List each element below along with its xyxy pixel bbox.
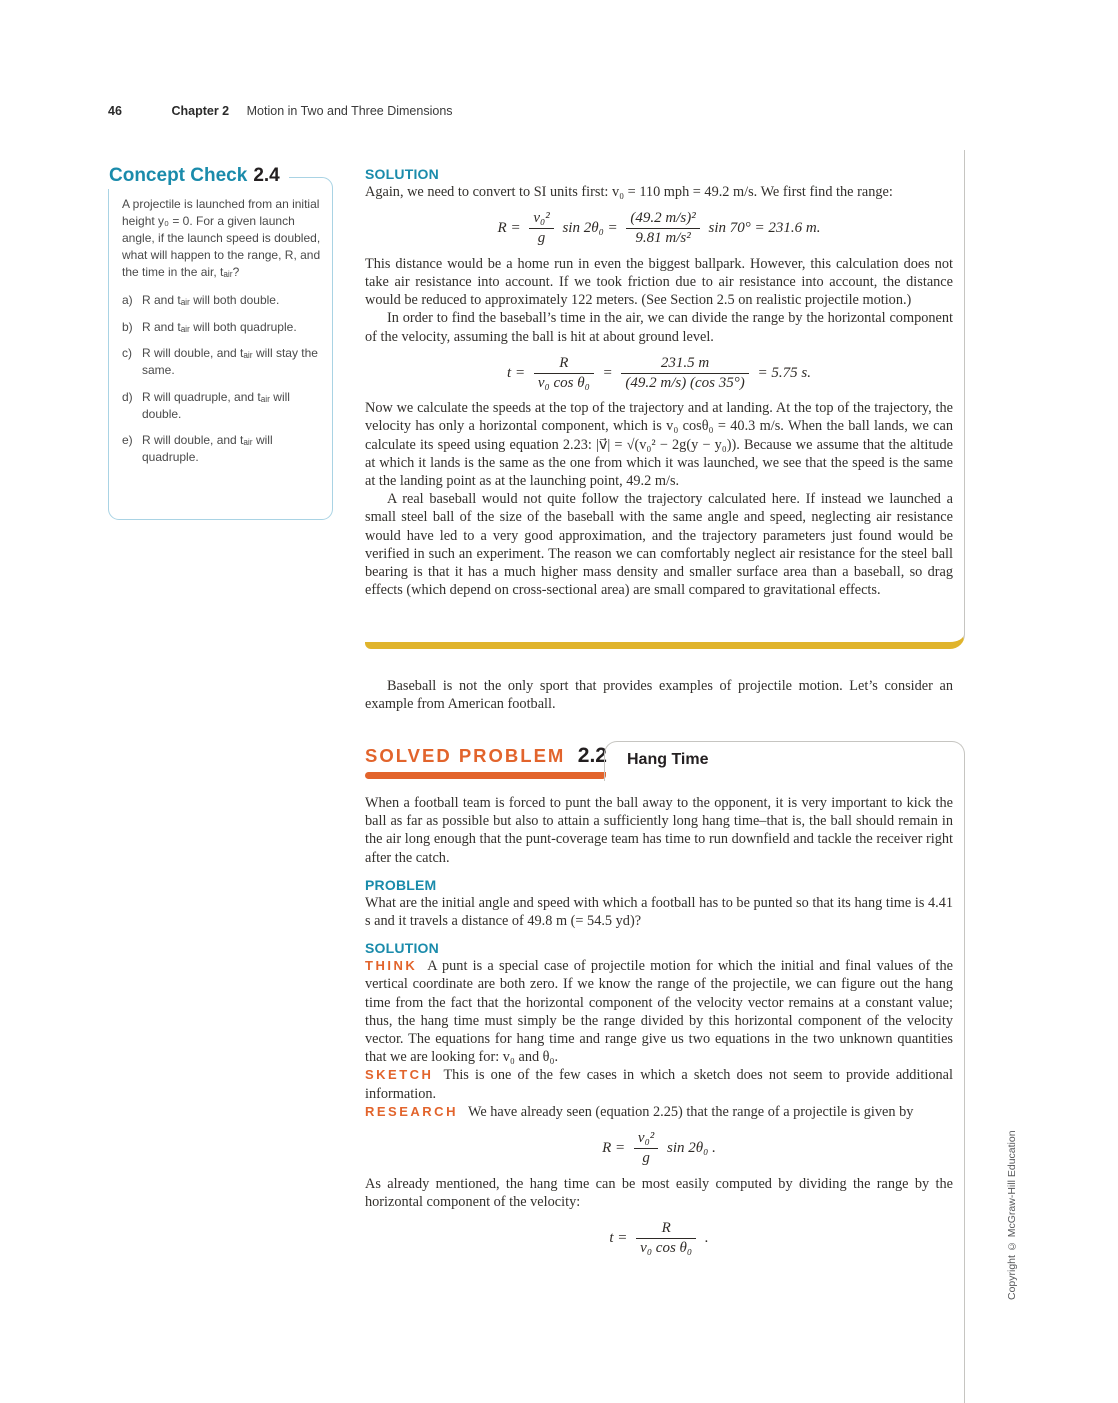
fraction xyxy=(626,210,699,248)
option-label: b) xyxy=(122,319,133,334)
option-text: R will quadruple, and tₐᵢᵣ will double. xyxy=(142,389,290,421)
paragraph-home-run: This distance would be a home run in even the biggest ballpark. However, this calculation does not take air resistance into account. If we took friction due to air resistance into account, the distance would be reduced to approximately 122 meters. (See Section 2.5 on realistic projectile motion.) xyxy=(365,255,953,309)
paragraph-research xyxy=(365,1103,953,1121)
solved-problem-content xyxy=(365,794,953,1264)
concept-check-box xyxy=(108,165,333,520)
concept-check-option-d xyxy=(122,389,321,423)
page-number: 46 xyxy=(108,104,122,118)
page-header xyxy=(108,104,453,118)
fraction-numerator: R xyxy=(636,1220,696,1239)
option-text: R will double, and tₐᵢᵣ will quadruple. xyxy=(142,433,273,464)
fraction-denominator: g xyxy=(642,1150,650,1167)
concept-check-option-c xyxy=(122,345,321,379)
fraction-numerator: (49.2 m/s)² xyxy=(626,210,699,229)
eq-lhs: R = xyxy=(497,220,521,237)
eq-lhs: R = xyxy=(602,1140,626,1157)
solution-2-1-content xyxy=(365,166,953,599)
eq-mid: sin 2θ₀ = xyxy=(562,220,618,237)
sketch-label: SKETCH xyxy=(365,1067,434,1083)
solved-problem-title: Hang Time xyxy=(627,751,709,768)
solved-problem-number: 2.2 xyxy=(577,744,607,767)
fraction xyxy=(634,1130,658,1168)
paragraph-speeds: Now we calculate the speeds at the top of the trajectory and at landing. At the top of the trajectory, the velocity has only a horizontal component, which is v₀ cosθ₀ = 40.3 m/s. When the ball lands, we can calculate its speed using equation 2.23: |v⃗| = √(v₀² − 2g(y − y₀)). Because we assume that the altitude at which it lands is the same as the one from which it was launched, we see that the speed is the same at the landing point as at the launching point, 49.2 m/s. xyxy=(365,400,953,490)
eq-tail: . xyxy=(704,1230,709,1247)
solved-problem-label: SOLVED PROBLEM xyxy=(365,745,566,766)
concept-check-number: 2.4 xyxy=(253,165,280,186)
option-text: R will double, and tₐᵢᵣ will stay the same. xyxy=(142,346,318,377)
eq-tail: sin 2θ₀ . xyxy=(667,1140,716,1157)
solved-problem-header xyxy=(365,744,607,768)
fraction-denominator: (49.2 m/s) (cos 35°) xyxy=(625,374,745,391)
paragraph-problem: What are the initial angle and speed with which a football has to be punted so that its hang time is 4.41 s and it travels a distance of 49.8 m (= 54.5 yd)? xyxy=(365,894,953,930)
eq-lhs: t = xyxy=(507,364,526,381)
eq-mid: = xyxy=(602,364,613,381)
eq-tail: = 5.75 s. xyxy=(757,364,811,381)
equation-range-general xyxy=(365,1130,953,1168)
concept-check-question: A projectile is launched from an initial height y₀ = 0. For a given launch angle, if the launch speed is doubled, what will happen to the range, R, and the time in the air, tₐᵢᵣ? xyxy=(122,197,321,279)
eq-lhs: t = xyxy=(609,1230,628,1247)
paragraph-interlude: Baseball is not the only sport that provides examples of projectile motion. Let’s consider an example from American football. xyxy=(365,678,953,713)
paragraph-time-in-air: In order to find the baseball’s time in the air, we can divide the range by the horizontal component of the velocity, assuming the ball is hit at about ground level. xyxy=(365,310,953,345)
paragraph-real-baseball: A real baseball would not quite follow the trajectory calculated here. If instead we launched a small steel ball of the size of the baseball with the same angle and speed, neglecting air resistance would have led to a very good approximation, and the trajectory parameters just found would be verified in such an experiment. The reason we can comfortably neglect air resistance for the steel ball bearing is that it has a much higher mass density and smaller surface area than a baseball, so drag effects (which depend on cross-sectional area) are small compared to gravitational effects. xyxy=(365,491,953,599)
concept-check-option-a xyxy=(122,292,321,309)
solved-problem-box-right-border xyxy=(964,779,965,1403)
option-text: R and tₐᵢᵣ will both double. xyxy=(142,293,280,307)
option-label: e) xyxy=(122,433,133,447)
fraction-numerator: v₀² xyxy=(529,210,553,229)
fraction xyxy=(621,355,748,393)
concept-check-title-text: Concept Check xyxy=(109,165,248,186)
fraction xyxy=(636,1220,696,1258)
problem-heading: PROBLEM xyxy=(365,876,437,893)
fraction xyxy=(529,210,553,248)
option-text: R and tₐᵢᵣ will both quadruple. xyxy=(142,319,297,334)
paragraph-sketch xyxy=(365,1066,953,1102)
paragraph-punt-intro: When a football team is forced to punt the ball away to the opponent, it is very important to kick the ball as far as possible but also to attain a sufficiently long hang time–that is, the ball should remain in the air long enough that the punt-coverage team has time to run downfield and tackle the receiver right after the catch. xyxy=(365,795,953,866)
research-text: We have already seen (equation 2.25) that the range of a projectile is given by xyxy=(467,1103,914,1120)
eq-tail: sin 70° = 231.6 m. xyxy=(708,220,821,237)
fraction-denominator: v₀ cos θ₀ xyxy=(640,1240,693,1257)
paragraph-think xyxy=(365,957,953,1066)
equation-hang-time-numeric xyxy=(365,355,953,393)
think-text: A punt is a special case of projectile motion for which the initial and final values of the vertical coordinate are both zero. If we know the range of the projectile, we can figure out the hang time from the fact that the horizontal component of the velocity vector remains at a constant value; thus, the hang time must simply be the range divided by this horizontal component of the velocity vector. The equations for hang time and range give us two equations in the two unknown quantities that we are looking for: v₀ and θ₀. xyxy=(365,958,953,1066)
option-label: d) xyxy=(122,389,133,404)
fraction-numerator: 231.5 m xyxy=(621,355,748,374)
research-label: RESEARCH xyxy=(365,1103,458,1119)
equation-range-numeric xyxy=(365,210,953,248)
concept-check-body xyxy=(109,178,332,466)
think-label: THINK xyxy=(365,958,418,974)
concept-check-option-e xyxy=(122,432,321,466)
paragraph-hang-time: As already mentioned, the hang time can be most easily computed by dividing the range by the horizontal component of the velocity: xyxy=(365,1175,953,1210)
sketch-text: This is one of the few cases in which a sketch does not seem to provide additional information. xyxy=(365,1067,953,1102)
interlude-section xyxy=(365,677,953,713)
fraction xyxy=(534,355,594,393)
concept-check-option-b xyxy=(122,319,321,336)
chapter-label: Chapter 2 xyxy=(171,104,230,118)
option-label: c) xyxy=(122,346,132,360)
solved-problem-title-tab xyxy=(604,741,965,781)
fraction-numerator: v₀² xyxy=(634,1130,658,1149)
solution-heading: SOLUTION xyxy=(365,940,439,957)
equation-hang-time-general xyxy=(365,1220,953,1258)
fraction-denominator: v₀ cos θ₀ xyxy=(537,374,590,391)
chapter-title: Motion in Two and Three Dimensions xyxy=(246,104,453,118)
fraction-denominator: 9.81 m/s² xyxy=(635,230,691,247)
solved-problem-underline-bar xyxy=(365,772,606,779)
solution-heading: SOLUTION xyxy=(365,166,439,182)
fraction-denominator: g xyxy=(537,230,546,247)
concept-check-title xyxy=(107,165,289,189)
copyright-notice: Copyright © McGraw-Hill Education xyxy=(1006,1130,1018,1300)
option-label: a) xyxy=(122,293,133,307)
fraction-numerator: R xyxy=(534,355,594,374)
paragraph-convert-units: Again, we need to convert to SI units first: v₀ = 110 mph = 49.2 m/s. We first find the range: xyxy=(365,184,893,200)
